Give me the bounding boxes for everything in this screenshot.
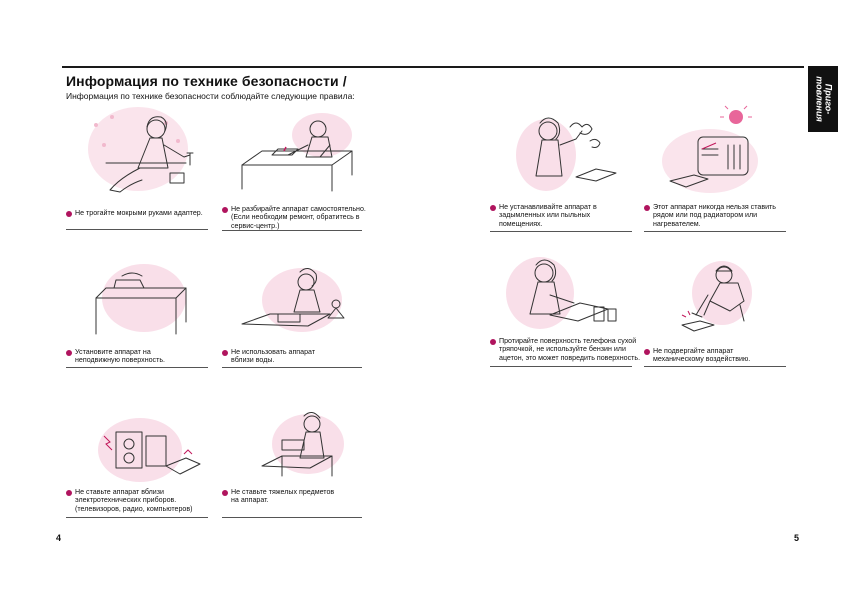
woman-heavy-objects-icon xyxy=(222,410,372,486)
bullet-icon xyxy=(66,490,72,496)
caption-line: Не ставьте тяжелых предметов xyxy=(231,488,335,496)
safety-item-heat xyxy=(644,105,794,231)
caption-line: Не разбирайте аппарат самостоятельно. xyxy=(231,205,366,213)
caption-line: тряпочкой, не используйте бензин или xyxy=(499,345,626,354)
safety-item-smoke xyxy=(490,105,638,231)
woman-water-icon xyxy=(222,262,372,342)
woman-adapter-icon xyxy=(66,105,216,205)
safety-item-caption xyxy=(222,348,315,365)
caption-rule xyxy=(490,231,632,232)
caption-line: нагревателем. xyxy=(653,219,701,228)
safety-item-caption xyxy=(66,488,193,513)
safety-item-electronics xyxy=(66,410,216,522)
safety-item-caption xyxy=(644,347,750,364)
bullet-icon xyxy=(490,339,496,345)
caption-rule xyxy=(490,366,632,367)
safety-item-caption xyxy=(222,205,366,230)
safety-item-water xyxy=(222,262,372,372)
bullet-icon xyxy=(644,349,650,355)
safety-item-caption xyxy=(222,488,334,505)
caption-rule xyxy=(644,366,786,367)
caption-line: на аппарат. xyxy=(231,496,269,505)
safety-item-adapter xyxy=(66,105,216,230)
caption-line: Этот аппарат никогда нельзя ставить xyxy=(653,203,777,211)
caption-line: сервис-центр.) xyxy=(231,221,280,230)
caption-line: Установите аппарат на xyxy=(75,348,151,356)
caption-line: Не использовать аппарат xyxy=(231,348,316,356)
bullet-icon xyxy=(222,207,228,213)
caption-line: Не подвергайте аппарат xyxy=(653,347,734,355)
caption-line: Не ставьте аппарат вблизи xyxy=(75,488,164,496)
phone-desk-edge-icon xyxy=(66,262,216,342)
bullet-icon xyxy=(644,205,650,211)
woman-cleaning-icon xyxy=(490,255,638,335)
caption-line: Не трогайте мокрыми руками адаптер. xyxy=(75,209,203,217)
bullet-icon xyxy=(222,350,228,356)
worker-hammer-icon xyxy=(644,255,794,335)
section-tab xyxy=(808,66,838,132)
caption-line: механическому воздействию. xyxy=(653,355,751,364)
safety-item-disassemble xyxy=(222,105,372,230)
page-subtitle: Информация по технике безопасности соблюдайте следующие правила: xyxy=(66,91,355,101)
caption-line: Не устанавливайте аппарат в xyxy=(499,203,597,211)
section-tab-line1: Приго- xyxy=(823,83,834,115)
safety-item-impact xyxy=(644,255,794,370)
safety-item-caption xyxy=(66,209,203,217)
caption-line: задымленных или пыльных xyxy=(499,211,591,220)
safety-item-stable-surface xyxy=(66,262,216,372)
caption-line: ацетон, это может повредить поверхность. xyxy=(499,353,641,362)
page-number-left: 4 xyxy=(56,533,62,543)
bullet-icon xyxy=(222,490,228,496)
man-repair-icon xyxy=(222,105,372,205)
safety-item-heavy-objects xyxy=(222,410,372,522)
header-rule xyxy=(62,66,804,68)
page-number-right: 5 xyxy=(794,533,800,543)
bullet-icon xyxy=(66,211,72,217)
bullet-icon xyxy=(66,350,72,356)
safety-item-caption xyxy=(66,348,165,365)
caption-rule xyxy=(66,367,208,368)
safety-item-caption xyxy=(490,337,640,362)
caption-line: электротехнических приборов. xyxy=(75,496,177,505)
caption-rule xyxy=(66,517,208,518)
caption-line: (Если необходим ремонт, обратитесь в xyxy=(231,213,360,222)
woman-smoke-icon xyxy=(490,105,638,197)
caption-line: Протирайте поверхность телефона сухой xyxy=(499,337,637,345)
caption-line: неподвижную поверхность. xyxy=(75,356,166,365)
caption-rule xyxy=(66,229,208,230)
caption-line: (телевизоров, радио, компьютеров) xyxy=(75,504,193,513)
electronics-interference-icon xyxy=(66,410,216,486)
caption-line: рядом или под радиатором или xyxy=(653,211,758,220)
caption-line: помещениях. xyxy=(499,219,543,228)
safety-item-cleaning xyxy=(490,255,641,370)
caption-rule xyxy=(222,230,362,231)
safety-item-caption xyxy=(644,203,776,228)
caption-line: вблизи воды. xyxy=(231,356,275,365)
radiator-sun-icon xyxy=(644,105,794,197)
safety-item-caption xyxy=(490,203,597,228)
section-tab-line2: товления xyxy=(814,76,824,122)
bullet-icon xyxy=(490,205,496,211)
page-title: Информация по технике безопасности / xyxy=(66,73,347,89)
caption-rule xyxy=(222,367,362,368)
caption-rule xyxy=(644,231,786,232)
caption-rule xyxy=(222,517,362,518)
